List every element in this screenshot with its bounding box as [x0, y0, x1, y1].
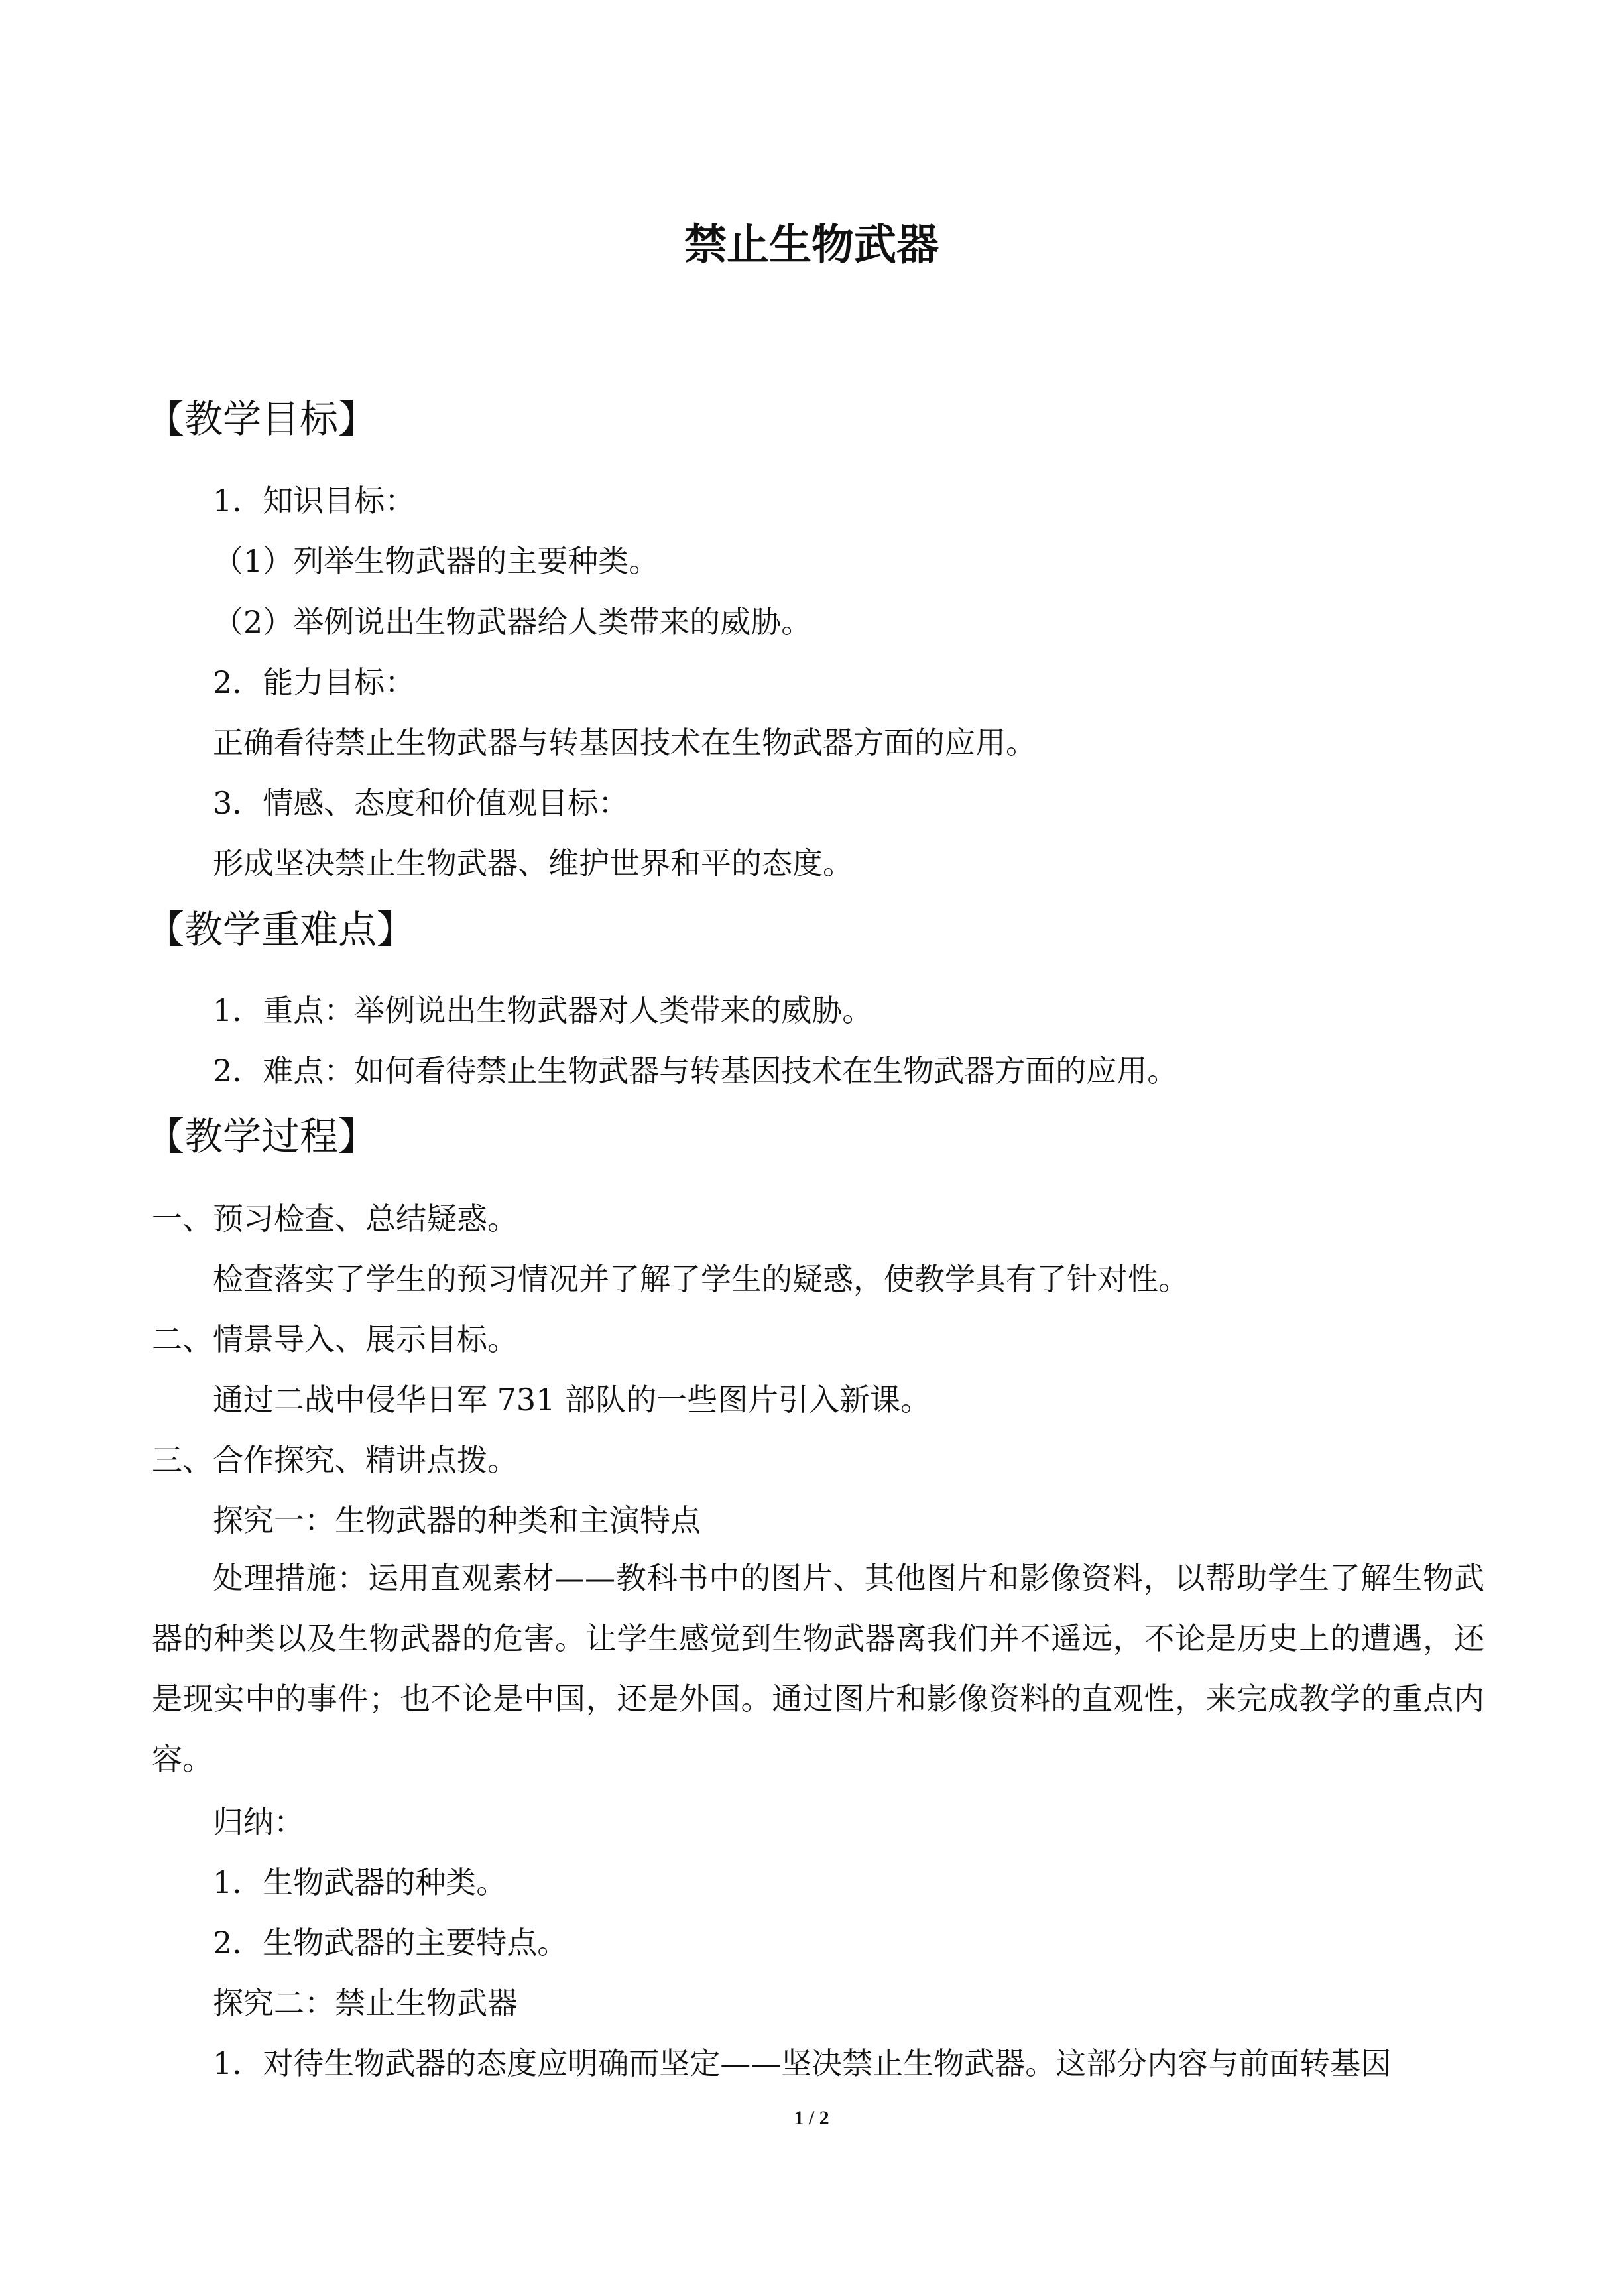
objective-line: 形成坚决禁止生物武器、维护世界和平的态度。: [213, 845, 853, 881]
objective-line: 正确看待禁止生物武器与转基因技术在生物武器方面的应用。: [213, 725, 1036, 760]
objective-line: 1．知识目标：: [213, 483, 416, 518]
section-heading-process: 【教学过程】: [146, 1114, 377, 1159]
objective-line: 3．情感、态度和价值观目标：: [213, 785, 629, 821]
objective-line: （2）举例说出生物武器给人类带来的威胁。: [213, 604, 812, 640]
process-step: 一、预习检查、总结疑惑。: [152, 1201, 518, 1237]
page-number: 1 / 2: [794, 2107, 829, 2129]
process-line: 1．对待生物武器的态度应明确而坚定——坚决禁止生物武器。这部分内容与前面转基因: [213, 2045, 1392, 2081]
process-line: 探究二：禁止生物武器: [213, 1985, 518, 2021]
objective-line: 2．能力目标：: [213, 664, 416, 700]
process-line: 1．生物武器的种类。: [213, 1864, 507, 1900]
process-line: 归纳：: [213, 1804, 304, 1840]
section-heading-objectives: 【教学目标】: [146, 396, 377, 442]
section-heading-key-points: 【教学重难点】: [146, 907, 416, 952]
process-line: 检查落实了学生的预习情况并了解了学生的疑惑，使教学具有了针对性。: [213, 1261, 1189, 1297]
process-line: 通过二战中侵华日军 731 部队的一些图片引入新课。: [213, 1382, 932, 1418]
process-step: 二、情景导入、展示目标。: [152, 1321, 518, 1357]
process-line: 探究一：生物武器的种类和主演特点: [213, 1502, 701, 1538]
key-point-line: 1．重点：举例说出生物武器对人类带来的威胁。: [213, 993, 873, 1028]
page-title: 禁止生物武器: [684, 220, 939, 270]
process-paragraph: 处理措施：运用直观素材——教科书中的图片、其他图片和影像资料，以帮助学生了解生物武器的种类以及生物武器的危害。让学生感觉到生物武器离我们并不遥远，不论是历史上的遭遇，还是现实中的事件；也不论是中国，还是外国。通过图片和影像资料的直观性，来完成教学的重点内容。: [152, 1560, 1484, 1777]
objective-line: （1）列举生物武器的主要种类。: [213, 543, 660, 579]
process-step: 三、合作探究、精讲点拨。: [152, 1442, 518, 1478]
process-line: 2．生物武器的主要特点。: [213, 1925, 568, 1961]
key-point-line: 2．难点：如何看待禁止生物武器与转基因技术在生物武器方面的应用。: [213, 1053, 1178, 1089]
